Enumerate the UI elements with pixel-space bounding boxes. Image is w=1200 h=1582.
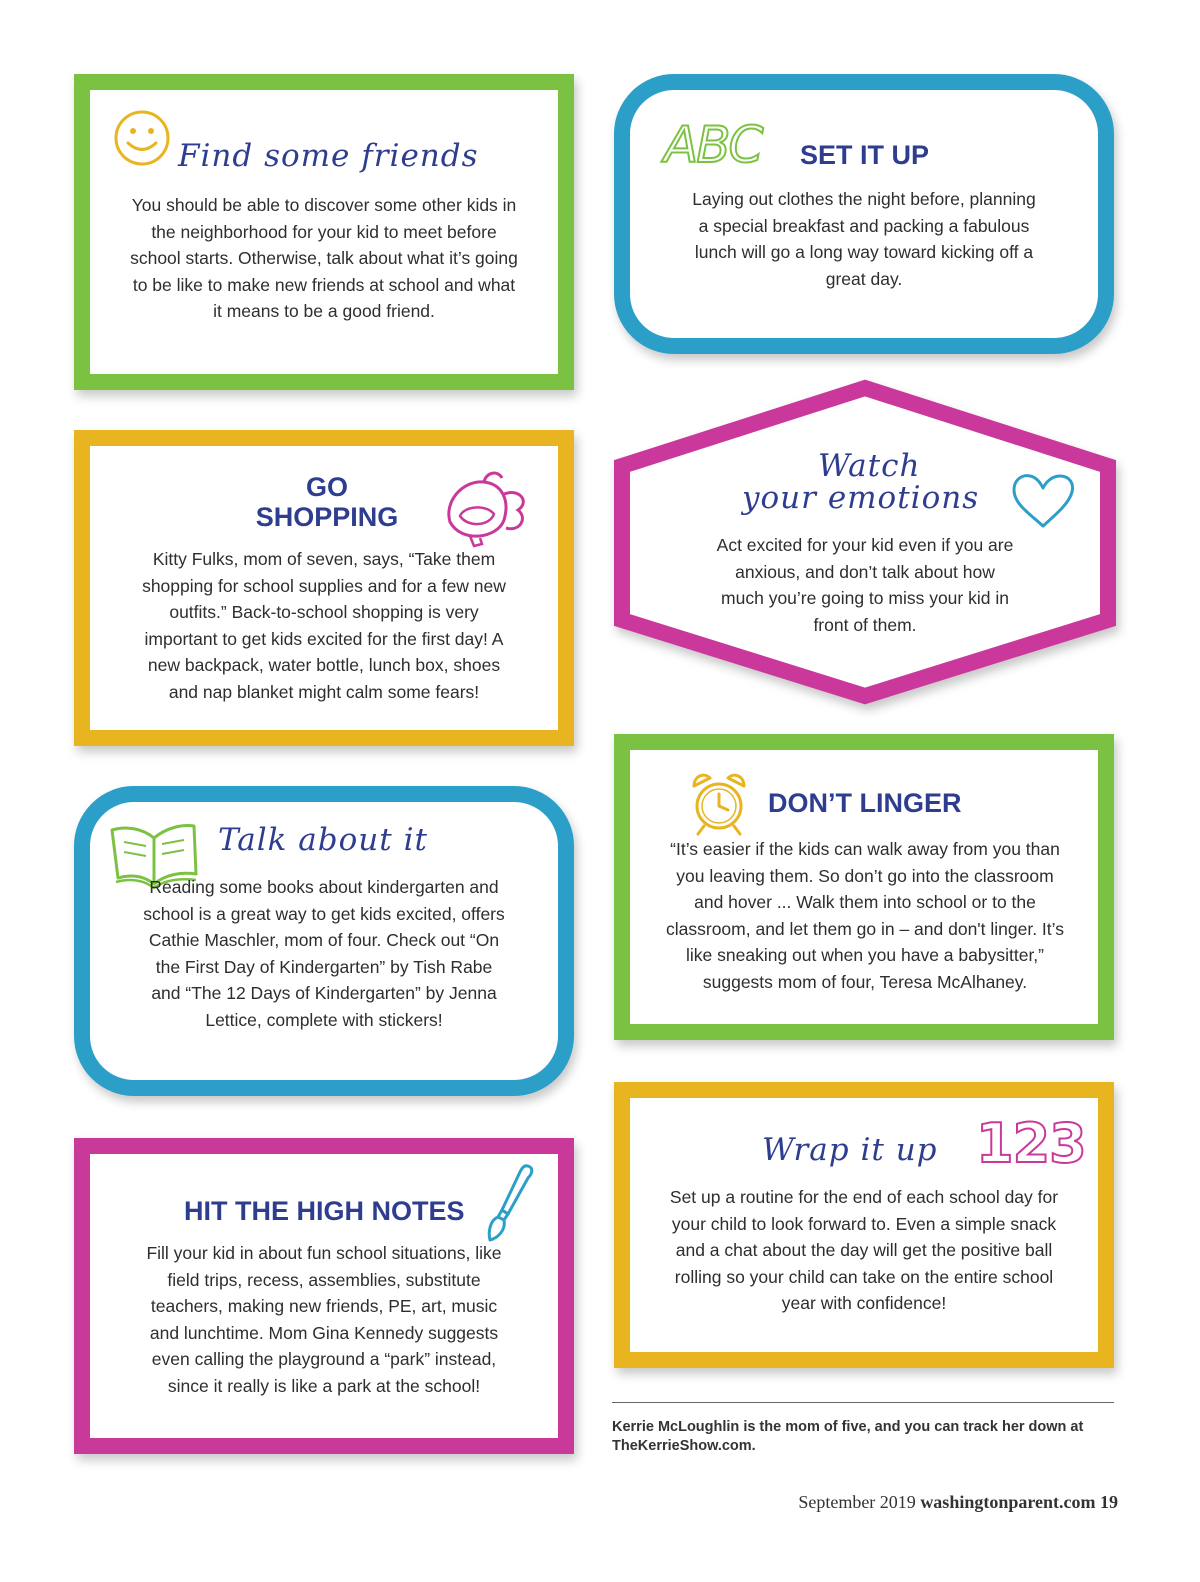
card-body: Kitty Fulks, mom of seven, says, “Take them shopping for school supplies and for a few new outfits.” Back-to-school shopping is very important to get kids excited for the first day! A new backpack, water bottle, lunch box, shoes and nap blanket might calm some fears! (142, 549, 506, 702)
card-title: SET IT UP (800, 140, 930, 170)
author-byline: Kerrie McLoughlin is the mom of five, and you can track her down at TheKerrieShow.com. (612, 1419, 1084, 1454)
folio-page-number: 19 (1100, 1492, 1118, 1512)
card-body: “It’s easier if the kids can walk away from you than you leaving them. So don’t go into the classroom and hover ... Walk them into school or to the classroom, and let them go in – and don't linger. It’s like sneaking out when you have a babysitter,” suggests mom of four, Teresa McAlhaney. (666, 839, 1064, 992)
footer-divider (612, 1402, 1114, 1403)
folio-date: September 2019 (798, 1492, 916, 1512)
page-folio (798, 1492, 1118, 1513)
card-body: You should be able to discover some other kids in the neighborhood for your kid to meet before school starts. Otherwise, talk about what it’s going to be like to make new friends at school and what it means to be a good friend. (130, 195, 518, 321)
card-title: DON’T LINGER (768, 788, 962, 818)
card-title-line1: GO (305, 472, 348, 502)
card-body: Act excited for your kid even if you are anxious, and don’t talk about how much you’re going to miss your kid in front of them. (716, 535, 1014, 635)
card-title: HIT THE HIGH NOTES (184, 1196, 465, 1226)
card-body: Set up a routine for the end of each school day for your child to look forward to. Even a simple snack and a chat about the day will get the positive ball rolling so your child can take on the entire school year with confidence! (669, 1187, 1059, 1313)
card-title-line1: Watch (818, 448, 921, 484)
alarm-clock-icon (688, 768, 750, 838)
card-body: Laying out clothes the night before, planning a special breakfast and packing a fabulous lunch will go a long way toward kicking off a great day. (692, 189, 1036, 289)
card-body: Reading some books about kindergarten and school is a great way to get kids excited, offers Cathie Maschler, mom of four. Check out “On the First Day of Kindergarten” by Tish Rabe and “The 12 Days of Kindergarten” by Jenna Lettice, complete with stickers! (143, 877, 505, 1030)
numbers-123-icon: 123 (976, 1112, 1086, 1175)
backpack-icon (440, 466, 532, 550)
card-title: Talk about it (218, 822, 428, 858)
smiley-icon (112, 108, 172, 168)
folio-site: washingtonparent.com (920, 1492, 1096, 1512)
heart-icon (1008, 470, 1078, 532)
card-title-line2: your emotions (742, 480, 980, 516)
card-title: Find some friends (178, 138, 479, 174)
paintbrush-icon (484, 1162, 536, 1244)
card-title: Wrap it up (762, 1132, 938, 1168)
abc-icon: ABC (664, 116, 762, 174)
card-title-line2: SHOPPING (255, 502, 399, 532)
card-body: Fill your kid in about fun school situations, like field trips, recess, assemblies, substitute teachers, making new friends, PE, art, music and lunchtime. Mom Gina Kennedy suggests even calling the playground a “park” instead, since it really is like a park at the school! (146, 1243, 502, 1396)
